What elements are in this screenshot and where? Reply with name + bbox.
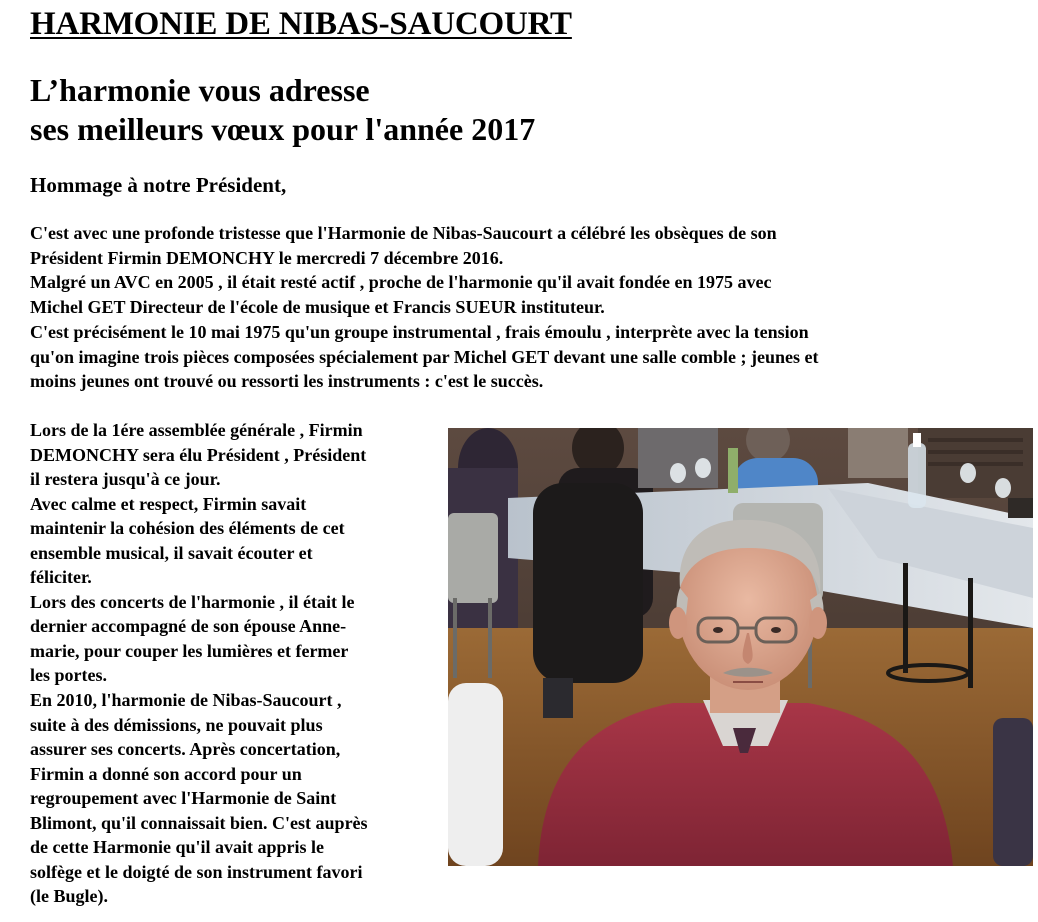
biography-line: assurer ses concerts. Après concertation, <box>30 739 341 760</box>
biography-line: suite à des démissions, ne pouvait plus <box>30 714 323 735</box>
biography-line: dernier accompagné de son épouse Anne- <box>30 616 347 637</box>
biography-line: solfège et le doigté de son instrument favori <box>30 861 363 882</box>
biography-line: féliciter. <box>30 567 92 588</box>
biography-line: Firmin a donné son accord pour un <box>30 763 302 784</box>
biography-line: Lors des concerts de l'harmonie , il était le <box>30 591 355 612</box>
intro-paragraph <box>30 221 1020 394</box>
intro-line: Michel GET Directeur de l'école de musique et Francis SUEUR instituteur. <box>30 297 605 318</box>
intro-line: C'est précisément le 10 mai 1975 qu'un groupe instrumental , frais émoulu , interprète avec la tension <box>30 321 809 342</box>
greeting-line-1: L’harmonie vous adresse <box>30 72 370 108</box>
biography-line: les portes. <box>30 665 107 686</box>
biography-line: (le Bugle). <box>30 886 108 907</box>
intro-line: Malgré un AVC en 2005 , il était resté actif , proche de l'harmonie qu'il avait fondée en 1975 avec <box>30 272 772 293</box>
intro-line: Président Firmin DEMONCHY le mercredi 7 décembre 2016. <box>30 247 504 268</box>
organization-title: HARMONIE DE NIBAS-SAUCOURT <box>30 6 572 42</box>
intro-line: qu'on imagine trois pièces composées spécialement par Michel GET devant une salle comble ; jeunes et <box>30 346 819 367</box>
intro-line: moins jeunes ont trouvé ou ressorti les instruments : c'est le succès. <box>30 371 544 392</box>
biography-line: Lors de la 1ére assemblée générale , Firmin <box>30 420 363 440</box>
photo-illustration <box>448 428 1033 866</box>
biography-line: maintenir la cohésion des éléments de cet <box>30 518 345 539</box>
biography-line: ensemble musical, il savait écouter et <box>30 542 313 563</box>
biography-line: Avec calme et respect, Firmin savait <box>30 493 307 514</box>
biography-line: DEMONCHY sera élu Président , Président <box>30 444 367 465</box>
greeting-line-2: ses meilleurs vœux pour l'année 2017 <box>30 111 536 147</box>
biography-line: il restera jusqu'à ce jour. <box>30 469 221 490</box>
biography-line: de cette Harmonie qu'il avait appris le <box>30 837 324 858</box>
biography-column <box>30 418 442 909</box>
intro-line: C'est avec une profonde tristesse que l'Harmonie de Nibas-Saucourt a célébré les obsèques de son <box>30 223 777 243</box>
tribute-heading: Hommage à notre Président, <box>30 173 287 197</box>
biography-line: Blimont, qu'il connaissait bien. C'est auprès <box>30 812 368 833</box>
biography-line: regroupement avec l'Harmonie de Saint <box>30 788 337 809</box>
biography-line: marie, pour couper les lumières et fermer <box>30 640 349 661</box>
president-photo <box>448 428 1033 866</box>
new-year-greeting <box>30 71 535 149</box>
biography-line: En 2010, l'harmonie de Nibas-Saucourt , <box>30 690 342 711</box>
